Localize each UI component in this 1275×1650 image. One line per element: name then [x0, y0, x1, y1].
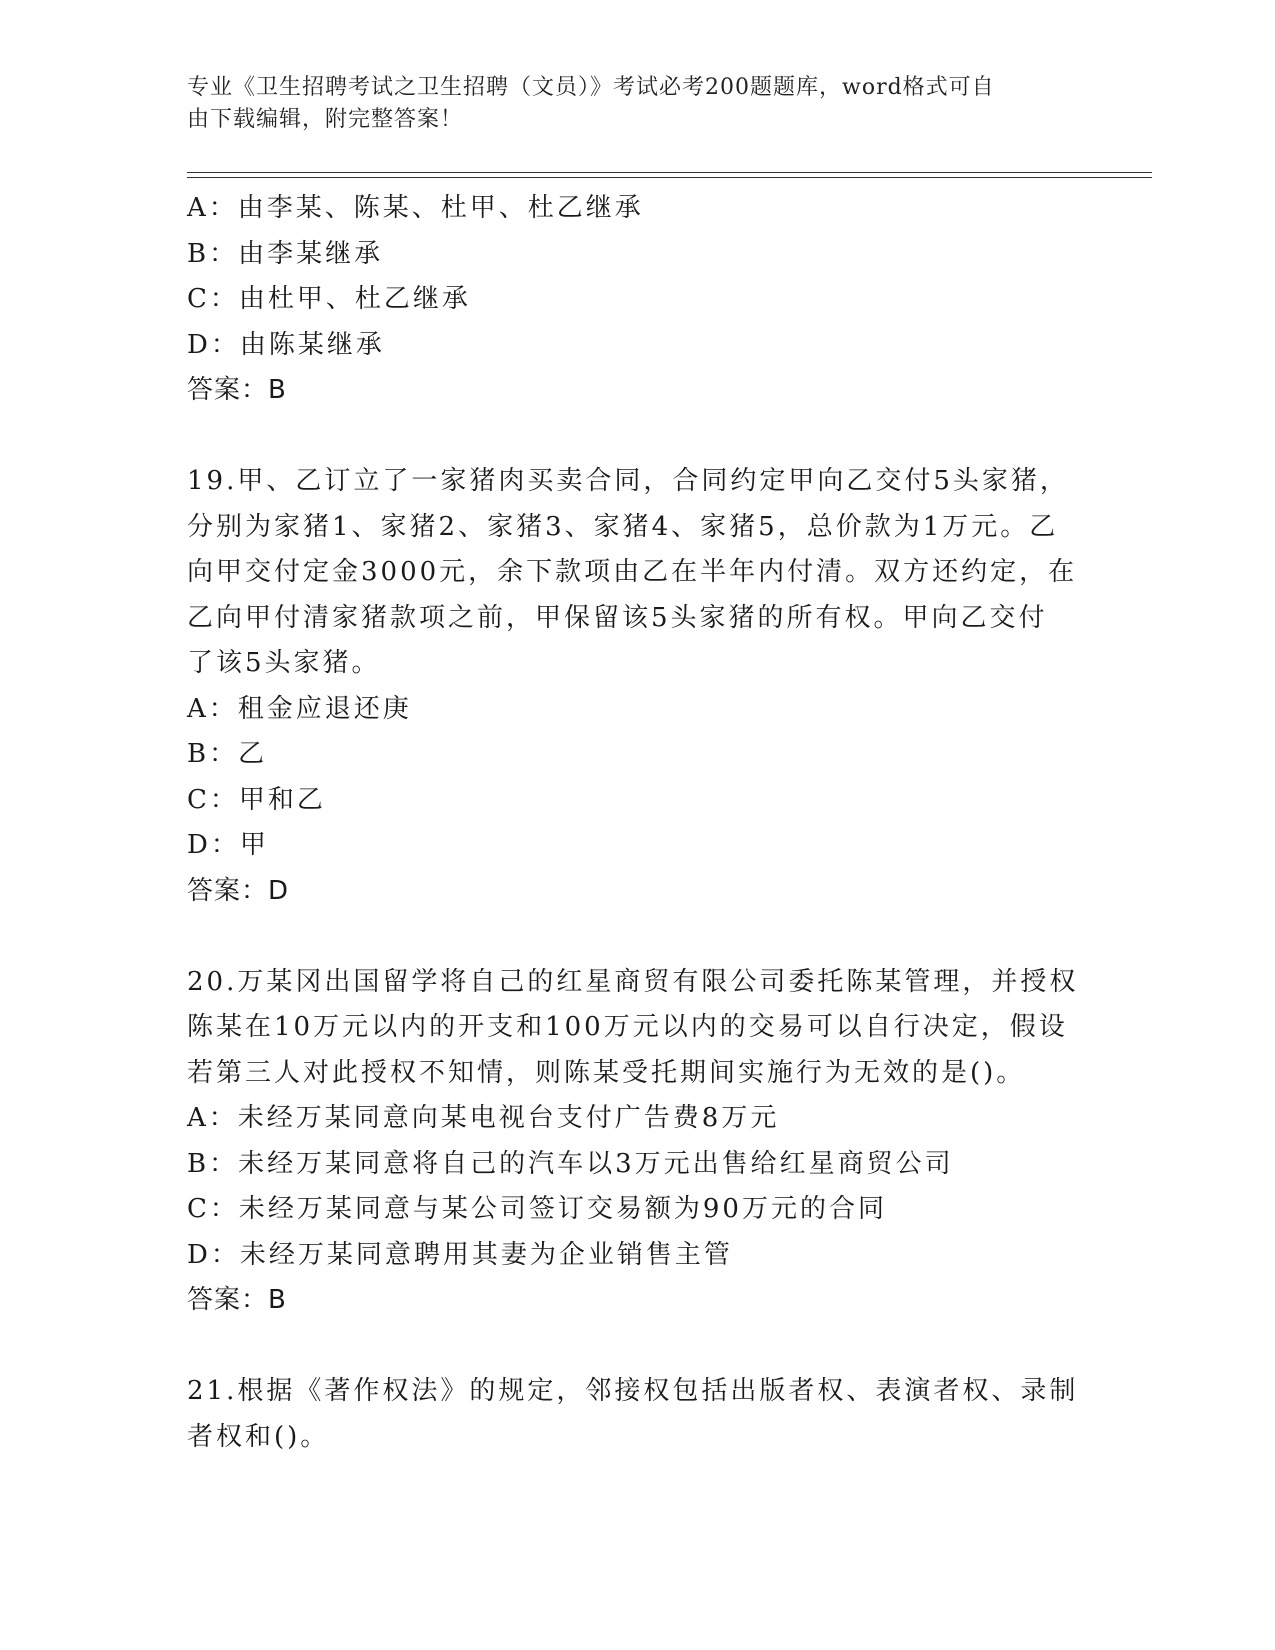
question-20-line-2: 陈某在10万元以内的开支和100万元以内的交易可以自行决定，假设	[187, 1012, 1068, 1042]
header-rule-bottom	[187, 177, 1152, 178]
question-20-line-1: 20.万某冈出国留学将自己的红星商贸有限公司委托陈某管理，并授权	[187, 966, 1079, 997]
question-18-option-a: A：由李某、陈某、杜甲、杜乙继承	[187, 193, 644, 223]
document-content	[187, 186, 1079, 1460]
question-19-line-1: 19.甲、乙订立了一家猪肉买卖合同，合同约定甲向乙交付5头家猪，	[187, 466, 1069, 496]
question-21-text	[187, 1369, 1079, 1460]
spacer	[187, 1324, 1067, 1370]
question-19-line-2: 分别为家猪1、家猪2、家猪3、家猪4、家猪5，总价款为1万元。乙	[187, 511, 1059, 542]
question-21-line-2: 者权和()。	[187, 1421, 330, 1452]
question-19-option-a: A：租金应退还庚	[187, 693, 412, 724]
question-20-option-c: C：未经万某同意与某公司签订交易额为90万元的合同	[187, 1194, 887, 1224]
document-header	[187, 72, 1067, 136]
question-19-line-5: 了该5头家猪。	[187, 648, 381, 678]
question-19-answer: 答案：D	[187, 875, 290, 906]
header-line-1: 专业《卫生招聘考试之卫生招聘（文员）》考试必考200题题库，word格式可自	[187, 75, 995, 100]
question-21	[187, 1369, 1079, 1460]
question-20-line-3: 若第三人对此授权不知情，则陈某受托期间实施行为无效的是()。	[187, 1057, 1026, 1088]
question-20-option-a: A：未经万某同意向某电视台支付广告费8万元	[187, 1103, 780, 1133]
question-20	[187, 960, 1079, 1324]
question-19-option-d: D：甲	[187, 830, 269, 860]
question-19-option-b: B：乙	[187, 739, 268, 769]
question-19-line-3: 向甲交付定金3000元，余下款项由乙在半年内付清。双方还约定，在	[187, 557, 1078, 587]
question-19-text	[187, 459, 1078, 687]
question-20-option-b: B：未经万某同意将自己的汽车以3万元出售给红星商贸公司	[187, 1148, 954, 1179]
spacer	[187, 914, 1067, 960]
question-21-line-1: 21.根据《著作权法》的规定，邻接权包括出版者权、表演者权、录制	[187, 1376, 1079, 1406]
question-18-answer: 答案：B	[187, 375, 287, 405]
question-18-option-d: D：由陈某继承	[187, 329, 385, 360]
header-rule-top	[187, 172, 1152, 173]
question-18-option-b: B：由李某继承	[187, 238, 384, 269]
question-19-option-c: C：甲和乙	[187, 784, 326, 815]
question-20-option-d: D：未经万某同意聘用其妻为企业销售主管	[187, 1239, 733, 1270]
question-18	[187, 186, 1067, 414]
header-line-2: 由下载编辑，附完整答案！	[187, 107, 464, 132]
question-19-line-4: 乙向甲付清家猪款项之前，甲保留该5头家猪的所有权。甲向乙交付	[187, 602, 1048, 633]
question-19	[187, 459, 1078, 914]
question-20-text	[187, 960, 1079, 1097]
spacer	[187, 414, 1067, 460]
question-18-option-c: C：由杜甲、杜乙继承	[187, 284, 471, 314]
question-20-answer: 答案：B	[187, 1285, 287, 1315]
